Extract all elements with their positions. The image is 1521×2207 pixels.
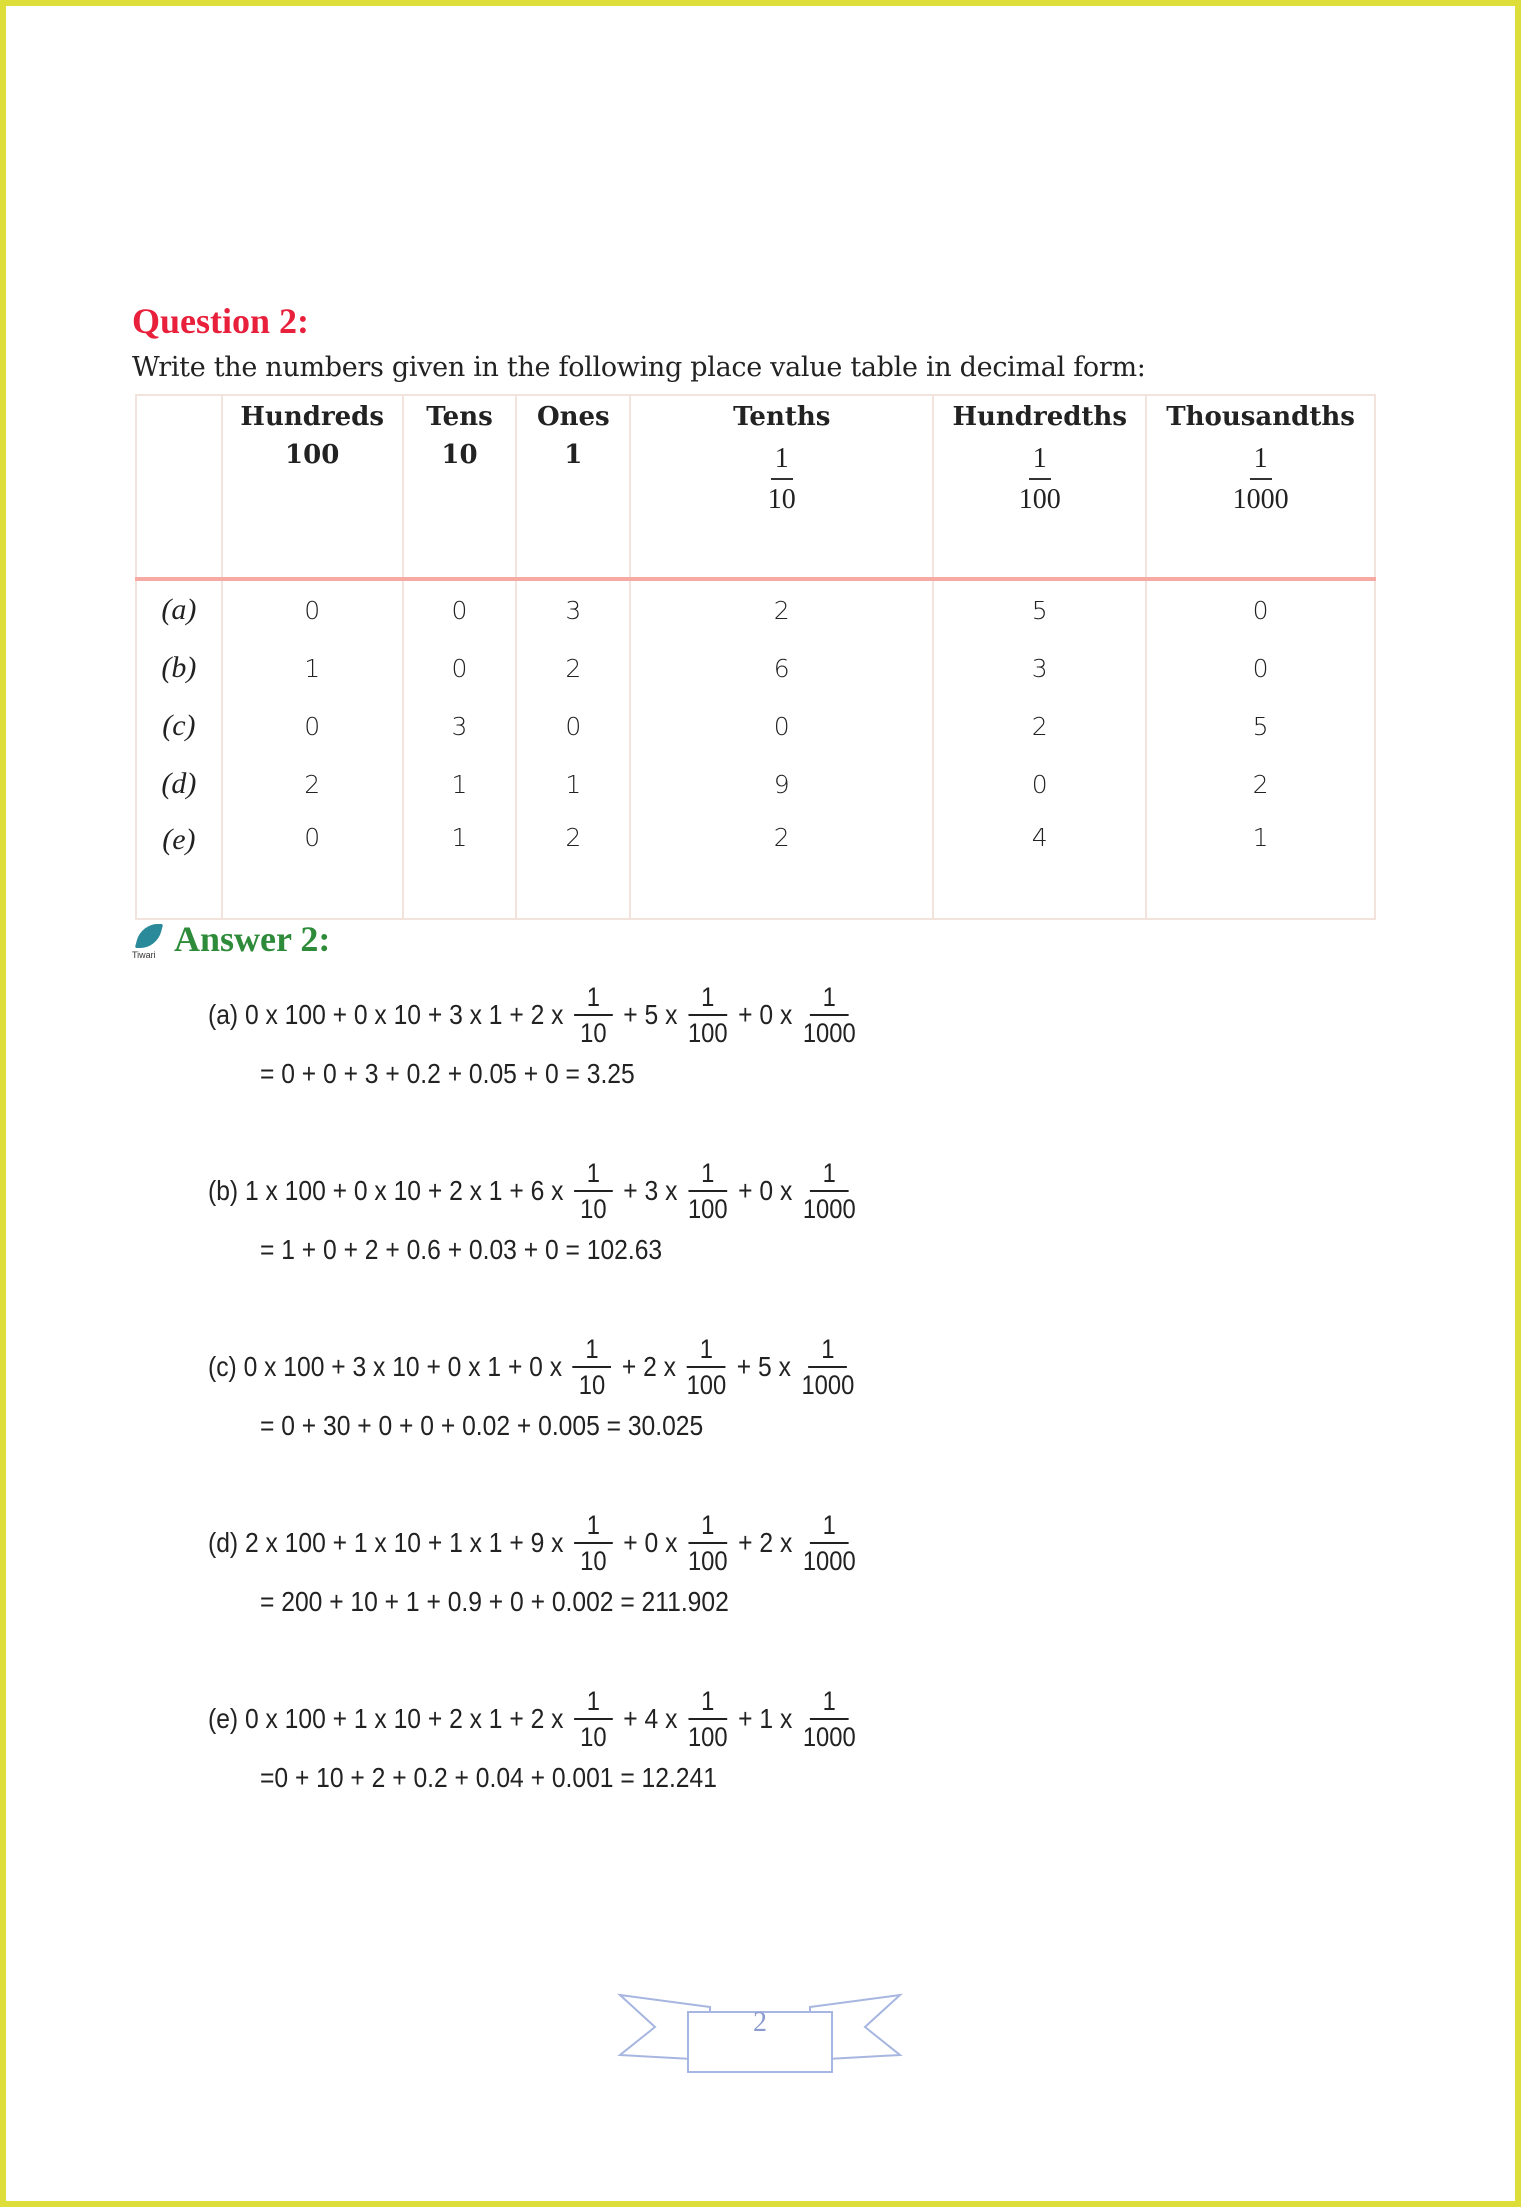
header-hundredths: Hundredths $\frac{1}{100}$ <box>933 395 1146 579</box>
row-label: (e) <box>136 813 222 919</box>
table-cell: 1 <box>222 639 403 697</box>
table-cell: 0 <box>222 813 403 919</box>
row-label: (d) <box>136 755 222 813</box>
fraction: $\frac{1}{1000}$ <box>802 1158 856 1224</box>
table-cell: 0 <box>222 697 403 755</box>
fraction: $\frac{1}{100}$ <box>687 1686 728 1752</box>
fraction: $\frac{1}{1000}$ <box>801 1334 855 1400</box>
table-cell: 2 <box>1146 755 1375 813</box>
header-tens: Tens 10 <box>403 395 517 579</box>
row-label: (c) <box>136 697 222 755</box>
table-cell: 0 <box>403 579 517 639</box>
header-ones: Ones 1 <box>516 395 630 579</box>
table-cell: 0 <box>1146 579 1375 639</box>
table-cell: 2 <box>516 639 630 697</box>
page-number: 2 <box>753 2007 767 2038</box>
answer-result: = 200 + 10 + 1 + 0.9 + 0 + 0.002 = 211.902 <box>260 1586 729 1617</box>
table-cell: 0 <box>222 579 403 639</box>
answer-result: =0 + 10 + 2 + 0.2 + 0.04 + 0.001 = 12.241 <box>260 1762 717 1793</box>
question-text: Write the numbers given in the following place value table in decimal form: <box>132 352 1146 383</box>
table-row <box>136 755 1375 813</box>
table-cell: 0 <box>516 697 630 755</box>
header-thousandths: Thousandths $\frac{1}{1000}$ <box>1146 395 1375 579</box>
fraction: $\frac{1}{100}$ <box>686 1334 727 1400</box>
answer-title <box>132 918 330 960</box>
table-cell: 0 <box>630 697 933 755</box>
fraction: $\frac{1}{10}$ <box>574 1508 613 1578</box>
fraction: $\frac{1}{1000}$ <box>802 1686 856 1752</box>
fraction: $\frac{1}{100}$ <box>687 982 728 1048</box>
tiwari-logo-icon: Tiwari <box>132 924 168 960</box>
fraction: $\frac{1}{100}$ <box>687 1510 728 1576</box>
answer-result: = 0 + 30 + 0 + 0 + 0.02 + 0.005 = 30.025 <box>260 1410 704 1441</box>
table-row <box>136 697 1375 755</box>
row-label: (b) <box>136 639 222 697</box>
table-cell: 2 <box>933 697 1146 755</box>
table-header-row <box>136 395 1375 579</box>
page-number-ribbon <box>610 1985 910 2075</box>
answer-result: = 1 + 0 + 2 + 0.6 + 0.03 + 0 = 102.63 <box>260 1234 663 1265</box>
fraction: $\frac{1}{1000}$ <box>802 982 856 1048</box>
table-cell: 0 <box>933 755 1146 813</box>
answer-result: = 0 + 0 + 3 + 0.2 + 0.05 + 0 = 3.25 <box>260 1058 635 1089</box>
table-cell: 4 <box>933 813 1146 919</box>
table-cell: 3 <box>403 697 517 755</box>
fraction: $\frac{1}{1000}$ <box>802 1510 856 1576</box>
table-cell: 2 <box>630 813 933 919</box>
fraction: $\frac{1}{10}$ <box>574 1156 613 1226</box>
header-tenths: Tenths $\frac{1}{10}$ <box>630 395 933 579</box>
answer-title-text: Answer 2: <box>174 919 331 959</box>
fraction: $\frac{1}{10}$ <box>573 1332 612 1402</box>
answer-expansion: (d) 2 x 100 + 1 x 10 + 1 x 1 + 9 x $\frac{1}{10}$ + 0 x $\frac{1}{100}$ + 2 x $\frac{1}{1000}$ <box>208 1510 856 1576</box>
row-label: (a) <box>136 579 222 639</box>
table-cell: 2 <box>516 813 630 919</box>
table-row <box>136 639 1375 697</box>
header-hundreds: Hundreds 100 <box>222 395 403 579</box>
table-cell: 0 <box>403 639 517 697</box>
fraction: $\frac{1}{100}$ <box>687 1158 728 1224</box>
table-cell: 1 <box>516 755 630 813</box>
question-title: Question 2: <box>132 301 310 341</box>
answer-expansion: (c) 0 x 100 + 3 x 10 + 0 x 1 + 0 x $\frac{1}{10}$ + 2 x $\frac{1}{100}$ + 5 x $\frac{1}{1000}$ <box>208 1334 855 1400</box>
fraction: $\frac{1}{10}$ <box>574 980 613 1050</box>
answer-expansion: (b) 1 x 100 + 0 x 10 + 2 x 1 + 6 x $\frac{1}{10}$ + 3 x $\frac{1}{100}$ + 0 x $\frac{1}{1000}$ <box>208 1158 856 1224</box>
table-cell: 5 <box>1146 697 1375 755</box>
table-cell: 5 <box>933 579 1146 639</box>
fraction: $\frac{1}{10}$ <box>574 1684 613 1754</box>
table-row <box>136 813 1375 919</box>
table-cell: 3 <box>516 579 630 639</box>
table-cell: 0 <box>1146 639 1375 697</box>
table-cell: 2 <box>222 755 403 813</box>
answer-expansion: (e) 0 x 100 + 1 x 10 + 2 x 1 + 2 x $\frac{1}{10}$ + 4 x $\frac{1}{100}$ + 1 x $\frac{1}{1000}$ <box>208 1686 856 1752</box>
answer-expansion: (a) 0 x 100 + 0 x 10 + 3 x 1 + 2 x $\frac{1}{10}$ + 5 x $\frac{1}{100}$ + 0 x $\frac{1}{1000}$ <box>208 982 856 1048</box>
header-empty <box>136 395 222 579</box>
table-cell: 6 <box>630 639 933 697</box>
table-cell: 1 <box>403 813 517 919</box>
place-value-table <box>135 394 1376 920</box>
table-cell: 1 <box>1146 813 1375 919</box>
table-cell: 1 <box>403 755 517 813</box>
table-row <box>136 579 1375 639</box>
table-cell: 3 <box>933 639 1146 697</box>
table-cell: 2 <box>630 579 933 639</box>
table-cell: 9 <box>630 755 933 813</box>
